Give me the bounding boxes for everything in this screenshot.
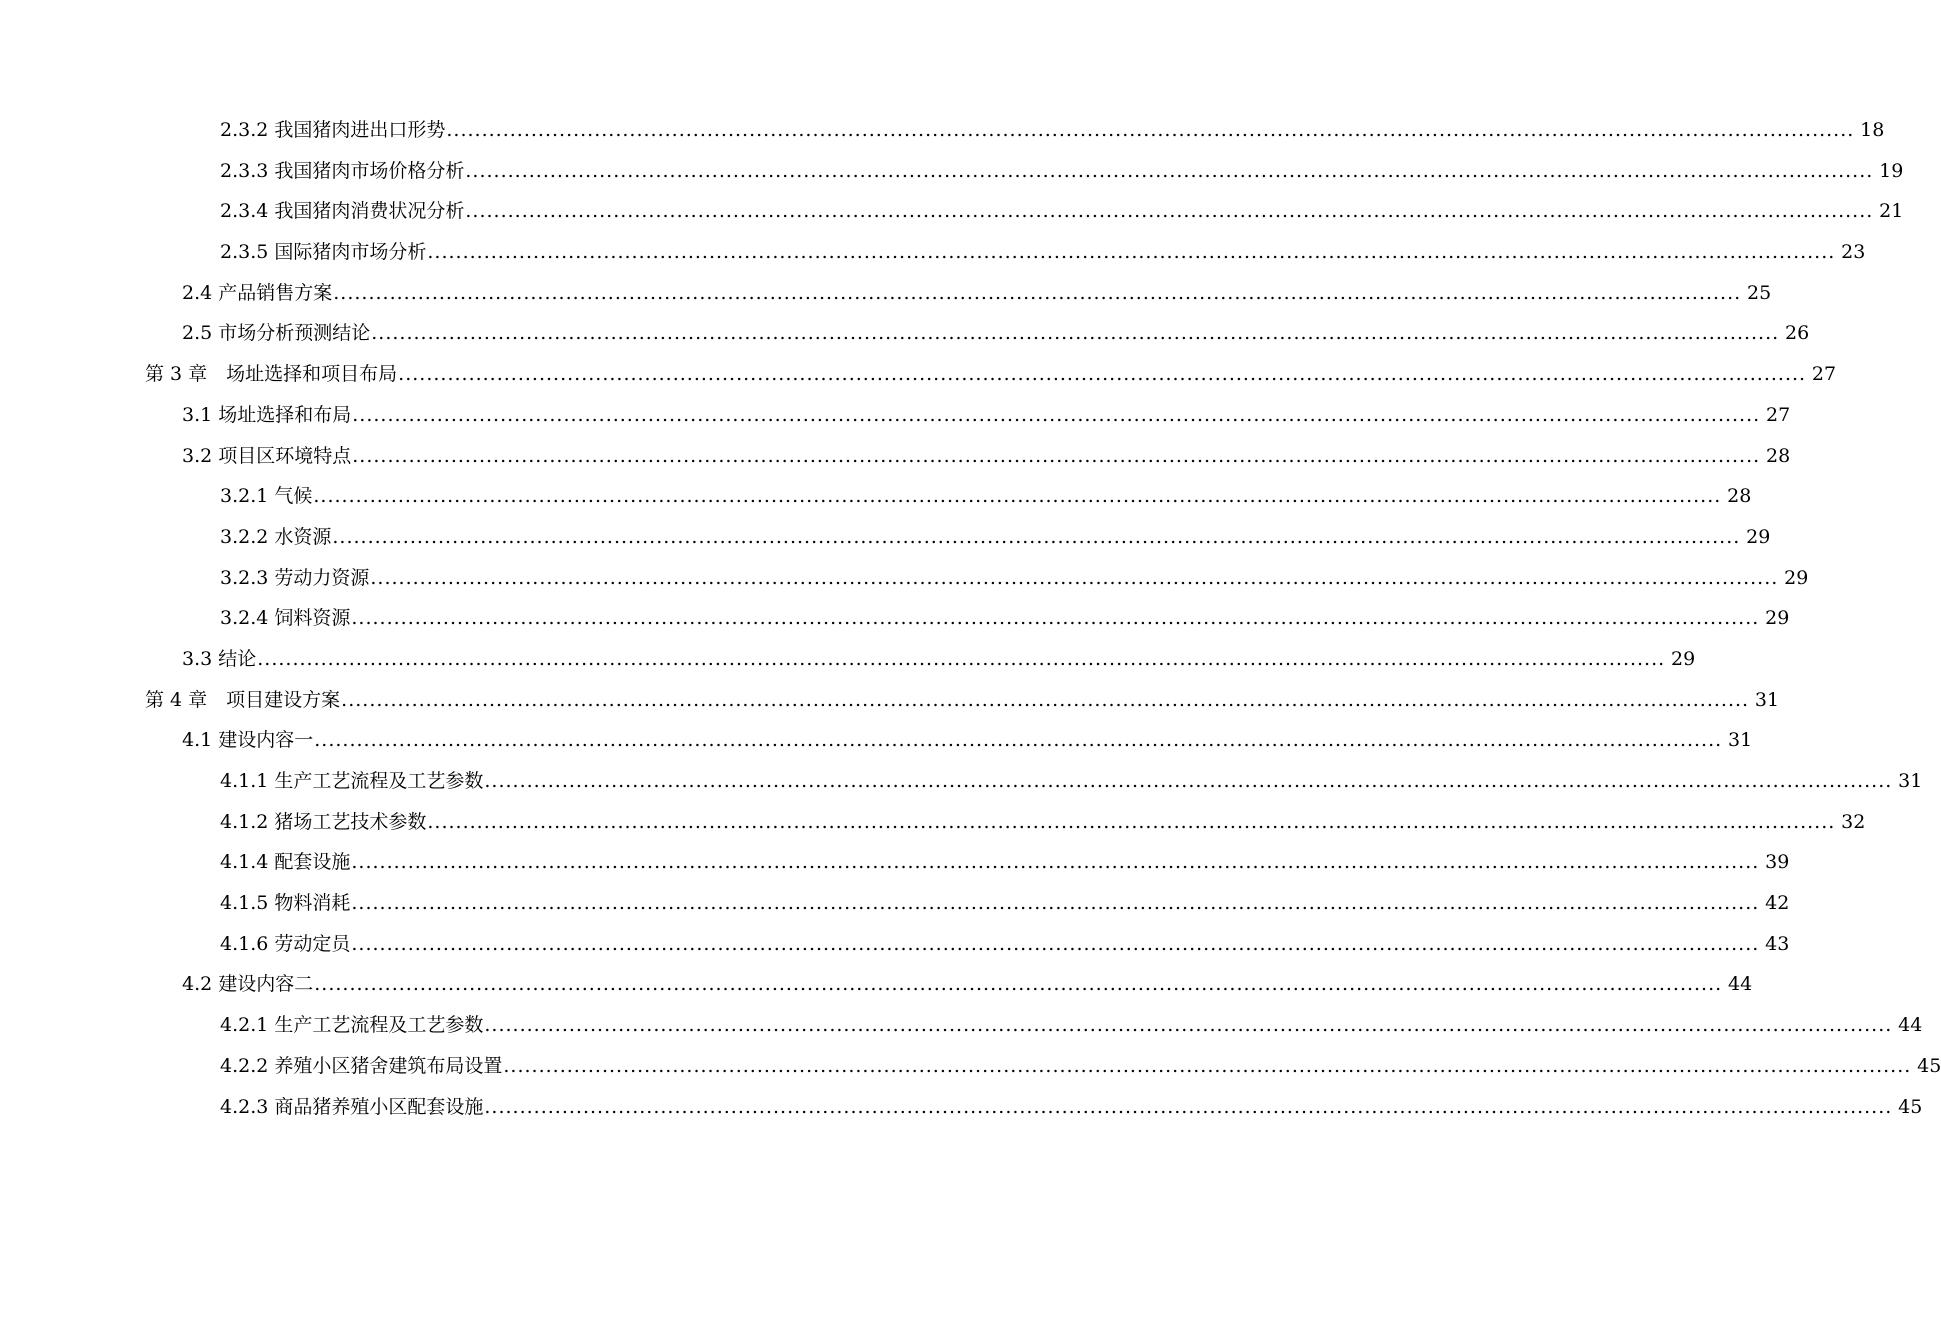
toc-entry-title: 2.5 市场分析预测结论 (182, 322, 371, 345)
toc-entry-page-number: 32 (1841, 810, 1866, 833)
toc-entry-page-number: 19 (1879, 159, 1904, 182)
dot-leader: ........................................................................................................................................................................................................ (351, 607, 1760, 630)
toc-entry[interactable] (0, 842, 1790, 883)
toc-entry[interactable] (0, 354, 1837, 395)
dot-leader: ........................................................................................................................................................................................................ (370, 566, 1779, 589)
toc-entry-title: 3.1 场址选择和布局 (182, 403, 352, 426)
toc-entry-title: 第 3 章 场址选择和项目布局 (145, 363, 398, 386)
dot-leader: ........................................................................................................................................................................................................ (427, 810, 1836, 833)
toc-entry-title: 2.3.2 我国猪肉进出口形势 (220, 119, 446, 141)
toc-entry-title: 2.3.5 国际猪肉市场分析 (220, 241, 427, 264)
toc-entry[interactable] (0, 924, 1790, 965)
dot-leader: ........................................................................................................................................................................................................ (484, 1095, 1893, 1118)
toc-entry-page-number: 29 (1746, 525, 1771, 548)
toc-entry-page-number: 29 (1765, 607, 1790, 630)
toc-entry[interactable] (0, 395, 1791, 436)
toc-entry-title: 4.1.2 猪场工艺技术参数 (220, 810, 427, 833)
toc-entry-page-number: 42 (1765, 892, 1790, 915)
toc-entry-page-number: 26 (1785, 322, 1810, 345)
toc-entry-page-number: 44 (1728, 973, 1753, 996)
toc-entry-title: 第 4 章 项目建设方案 (145, 688, 341, 711)
toc-entry-title: 4.1.1 生产工艺流程及工艺参数 (220, 770, 484, 792)
toc-entry-title: 3.2.3 劳动力资源 (220, 566, 370, 589)
toc-entry-page-number: 45 (1898, 1095, 1923, 1118)
toc-entry-page-number: 31 (1728, 729, 1753, 752)
table-of-contents (0, 110, 1941, 1127)
dot-leader: ........................................................................................................................................................................................................ (352, 444, 1761, 467)
dot-leader: ........................................................................................................................................................................................................ (257, 647, 1666, 670)
toc-entry-page-number: 27 (1811, 363, 1837, 386)
toc-entry-title: 3.2.4 饲料资源 (220, 607, 351, 630)
toc-entry-title: 3.2 项目区环境特点 (182, 444, 352, 467)
dot-leader: ........................................................................................................................................................................................................ (484, 770, 1893, 792)
toc-entry-page-number: 31 (1754, 688, 1780, 711)
toc-entry[interactable] (0, 151, 1904, 192)
toc-entry-page-number: 18 (1860, 119, 1885, 141)
toc-entry[interactable] (0, 639, 1696, 680)
toc-entry[interactable] (0, 110, 1885, 151)
toc-entry-title: 4.2.1 生产工艺流程及工艺参数 (220, 1014, 484, 1037)
toc-entry-title: 4.1.5 物料消耗 (220, 892, 351, 915)
toc-entry[interactable] (0, 273, 1772, 314)
dot-leader: ........................................................................................................................................................................................................ (371, 322, 1780, 345)
toc-entry[interactable] (0, 680, 1780, 721)
toc-entry[interactable] (0, 1005, 1923, 1046)
toc-entry-title: 3.2.2 水资源 (220, 525, 332, 548)
toc-entry[interactable] (0, 436, 1791, 477)
dot-leader: ........................................................................................................................................................................................................ (351, 932, 1760, 955)
toc-entry-title: 4.1 建设内容一 (182, 729, 314, 752)
toc-entry[interactable] (0, 761, 1923, 802)
dot-leader: ........................................................................................................................................................................................................ (332, 525, 1741, 548)
toc-entry[interactable] (0, 883, 1790, 924)
dot-leader: ........................................................................................................................................................................................................ (314, 729, 1723, 752)
dot-leader: ........................................................................................................................................................................................................ (351, 851, 1760, 874)
dot-leader: ........................................................................................................................................................................................................ (446, 119, 1855, 141)
toc-entry[interactable] (0, 313, 1810, 354)
toc-entry-title: 4.2.2 养殖小区猪舍建筑布局设置 (220, 1054, 503, 1077)
toc-entry-page-number: 45 (1917, 1054, 1941, 1077)
dot-leader: ........................................................................................................................................................................................................ (333, 281, 1742, 304)
toc-entry-page-number: 31 (1898, 770, 1923, 792)
toc-entry[interactable] (0, 802, 1866, 843)
toc-entry-page-number: 25 (1747, 281, 1772, 304)
toc-entry[interactable] (0, 964, 1753, 1005)
toc-entry-title: 3.3 结论 (182, 647, 257, 670)
toc-entry-page-number: 29 (1784, 566, 1809, 589)
toc-entry[interactable] (0, 191, 1904, 232)
toc-entry-page-number: 43 (1765, 932, 1790, 955)
toc-entry[interactable] (0, 476, 1752, 517)
toc-entry[interactable] (0, 232, 1866, 273)
toc-entry[interactable] (0, 1087, 1923, 1128)
dot-leader: ........................................................................................................................................................................................................ (427, 241, 1836, 264)
toc-entry-title: 3.2.1 气候 (220, 485, 313, 508)
dot-leader: ........................................................................................................................................................................................................ (313, 485, 1722, 508)
dot-leader: ........................................................................................................................................................................................................ (465, 200, 1874, 223)
toc-entry-title: 4.2.3 商品猪养殖小区配套设施 (220, 1095, 484, 1118)
toc-entry-title: 4.2 建设内容二 (182, 973, 314, 996)
dot-leader: ........................................................................................................................................................................................................ (484, 1014, 1893, 1037)
dot-leader: ........................................................................................................................................................................................................ (503, 1054, 1912, 1077)
dot-leader: ........................................................................................................................................................................................................ (314, 973, 1723, 996)
dot-leader: ........................................................................................................................................................................................................ (341, 688, 1750, 711)
toc-entry-page-number: 27 (1766, 403, 1791, 426)
toc-entry[interactable] (0, 720, 1753, 761)
toc-entry-title: 4.1.6 劳动定员 (220, 932, 351, 955)
toc-entry-page-number: 28 (1766, 444, 1791, 467)
toc-entry-page-number: 44 (1898, 1014, 1923, 1037)
toc-entry-page-number: 23 (1841, 241, 1866, 264)
toc-entry-title: 4.1.4 配套设施 (220, 851, 351, 874)
dot-leader: ........................................................................................................................................................................................................ (351, 892, 1760, 915)
toc-entry[interactable] (0, 1046, 1941, 1087)
toc-entry-page-number: 39 (1765, 851, 1790, 874)
toc-entry-page-number: 21 (1879, 200, 1904, 223)
dot-leader: ........................................................................................................................................................................................................ (352, 403, 1761, 426)
toc-entry-title: 2.3.3 我国猪肉市场价格分析 (220, 159, 465, 182)
toc-entry-title: 2.4 产品销售方案 (182, 281, 333, 304)
toc-entry-page-number: 29 (1671, 647, 1696, 670)
dot-leader: ........................................................................................................................................................................................................ (398, 363, 1807, 386)
toc-entry[interactable] (0, 517, 1771, 558)
toc-entry[interactable] (0, 558, 1809, 599)
dot-leader: ........................................................................................................................................................................................................ (465, 159, 1874, 182)
toc-entry-page-number: 28 (1727, 485, 1752, 508)
toc-entry-title: 2.3.4 我国猪肉消费状况分析 (220, 200, 465, 223)
toc-entry[interactable] (0, 598, 1790, 639)
